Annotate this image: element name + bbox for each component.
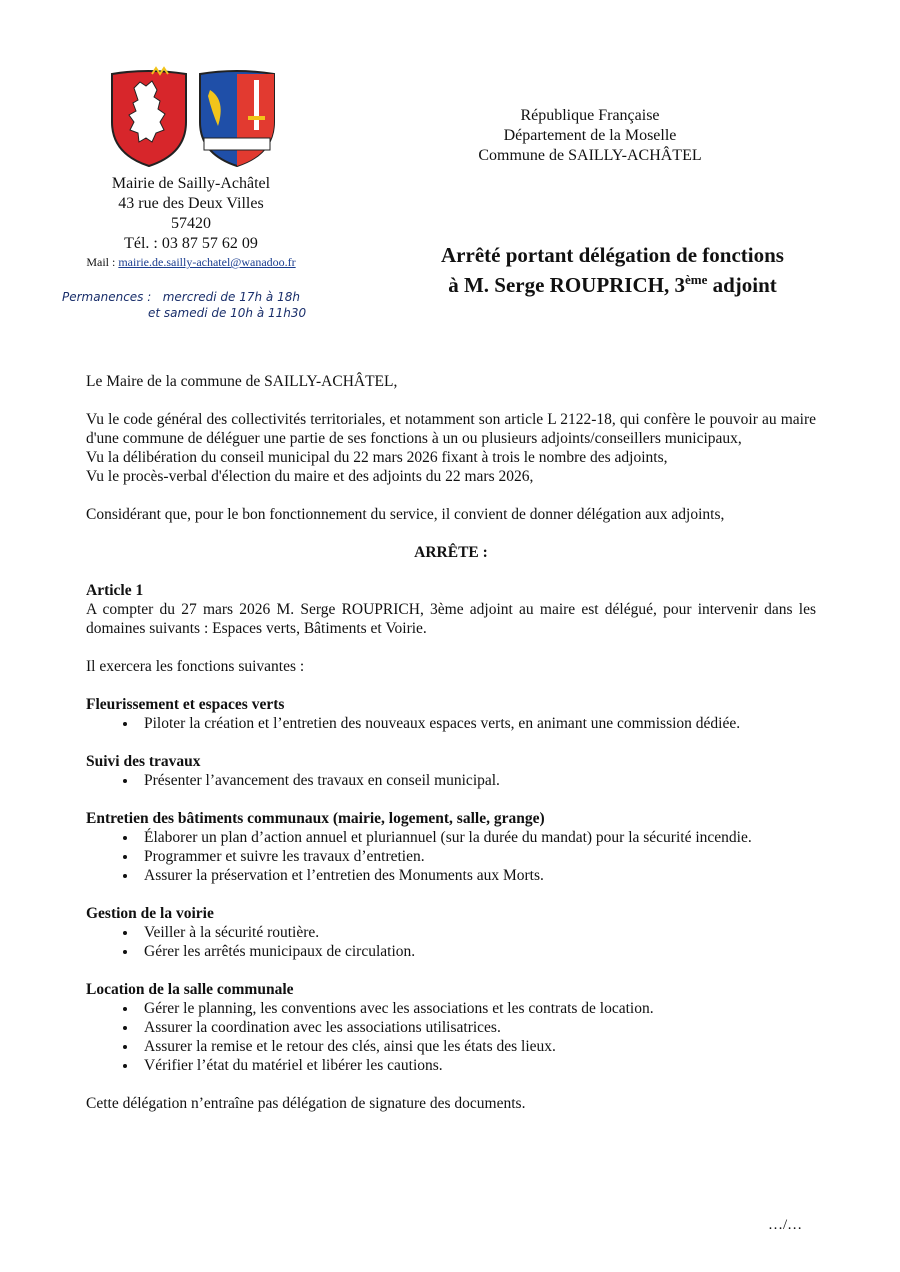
section-list <box>86 714 816 733</box>
list-item: • Gérer les arrêtés municipaux de circulation. <box>138 942 816 961</box>
arrete-heading: ARRÊTE : <box>414 544 488 561</box>
title-line-2-suffix: adjoint <box>707 273 777 297</box>
permanences-label: Permanences : <box>62 290 152 304</box>
document-body <box>86 372 816 1113</box>
permanences-hours-1: mercredi de 17h à 18h <box>162 290 300 304</box>
section-title: Location de la salle communale <box>86 981 294 998</box>
mail-link[interactable]: mairie.de.sailly-achatel@wanadoo.fr <box>118 255 296 269</box>
list-item: • Piloter la création et l’entretien des nouveaux espaces verts, en animant une commission dédiée. <box>138 714 816 733</box>
list-item: • Veiller à la sécurité routière. <box>138 923 816 942</box>
lion-crest-icon <box>112 68 186 166</box>
list-item: • Élaborer un plan d’action annuel et pluriannuel (sur la durée du mandat) pour la sécurité incendie. <box>138 828 816 847</box>
section-list <box>86 828 816 885</box>
commune-line: Commune de SAILLY-ACHÂTEL <box>478 147 702 164</box>
intro-paragraph: Le Maire de la commune de SAILLY-ACHÂTEL, <box>86 373 398 390</box>
permanences-hours-2: et samedi de 10h à 11h30 <box>148 306 307 320</box>
list-item: • Programmer et suivre les travaux d’entretien. <box>138 847 816 866</box>
permanences-line1 <box>62 289 324 305</box>
fonctions-intro: Il exercera les fonctions suivantes : <box>86 658 305 675</box>
title-line-1: Arrêté portant délégation de fonctions <box>441 243 784 267</box>
mairie-mail-line <box>60 255 322 270</box>
republic-header <box>440 106 740 166</box>
vu-paragraph-1: Vu le code général des collectivités territoriales, et notamment son article L 2122-18, qui confère le pouvoir au maire d'une commune de déléguer une partie de ses fonctions à un ou plusieurs adjoints/conseillers municipaux, <box>86 411 816 447</box>
mairie-street: 43 rue des Deux Villes <box>118 195 264 212</box>
section-list <box>86 923 816 961</box>
article-text: A compter du 27 mars 2026 M. Serge ROUPRICH, 3ème adjoint au maire est délégué, pour intervenir dans les domaines suivants : Espaces verts, Bâtiments et Voirie. <box>86 601 816 637</box>
section-title: Suivi des travaux <box>86 753 201 770</box>
section-list <box>86 771 816 790</box>
list-item: • Vérifier l’état du matériel et libérer les cautions. <box>138 1056 816 1075</box>
sword-crest-icon <box>200 71 274 166</box>
mairie-name: Mairie de Sailly-Achâtel <box>111 175 271 192</box>
title-line-2-prefix: à M. Serge ROUPRICH, 3 <box>448 273 685 297</box>
page-continuation: …/… <box>768 1217 803 1233</box>
vu-paragraph-2: Vu la délibération du conseil municipal du 22 mars 2026 fixant à trois le nombre des adjoints, <box>86 449 668 466</box>
document-title <box>400 240 825 300</box>
mairie-phone: Tél. : 03 87 57 62 09 <box>124 235 258 252</box>
permanences <box>62 289 324 321</box>
title-line-2-sup: ème <box>684 272 708 287</box>
vu-paragraph-3: Vu le procès-verbal d'élection du maire et des adjoints du 22 mars 2026, <box>86 468 534 485</box>
section-title: Gestion de la voirie <box>86 905 214 922</box>
department-line: Département de la Moselle <box>503 127 677 144</box>
section-list <box>86 999 816 1075</box>
list-item: • Assurer la remise et le retour des clés, ainsi que les états des lieux. <box>138 1037 816 1056</box>
mail-label: Mail : <box>86 255 116 269</box>
section-title: Fleurissement et espaces verts <box>86 696 285 713</box>
list-item: • Assurer la préservation et l’entretien des Monuments aux Morts. <box>138 866 816 885</box>
article-title: Article 1 <box>86 582 144 599</box>
title-line-2 <box>400 270 825 300</box>
list-item: • Gérer le planning, les conventions avec les associations et les contrats de location. <box>138 999 816 1018</box>
coats-of-arms <box>108 66 278 168</box>
considerant-paragraph: Considérant que, pour le bon fonctionnement du service, il convient de donner délégation aux adjoints, <box>86 506 725 523</box>
list-item: • Présenter l’avancement des travaux en conseil municipal. <box>138 771 816 790</box>
section-title: Entretien des bâtiments communaux (mairie, logement, salle, grange) <box>86 810 545 827</box>
closing-paragraph: Cette délégation n’entraîne pas délégation de signature des documents. <box>86 1095 526 1112</box>
mairie-address-block <box>60 174 322 270</box>
list-item: • Assurer la coordination avec les associations utilisatrices. <box>138 1018 816 1037</box>
mairie-postcode: 57420 <box>171 215 211 232</box>
republic-line: République Française <box>520 107 660 124</box>
